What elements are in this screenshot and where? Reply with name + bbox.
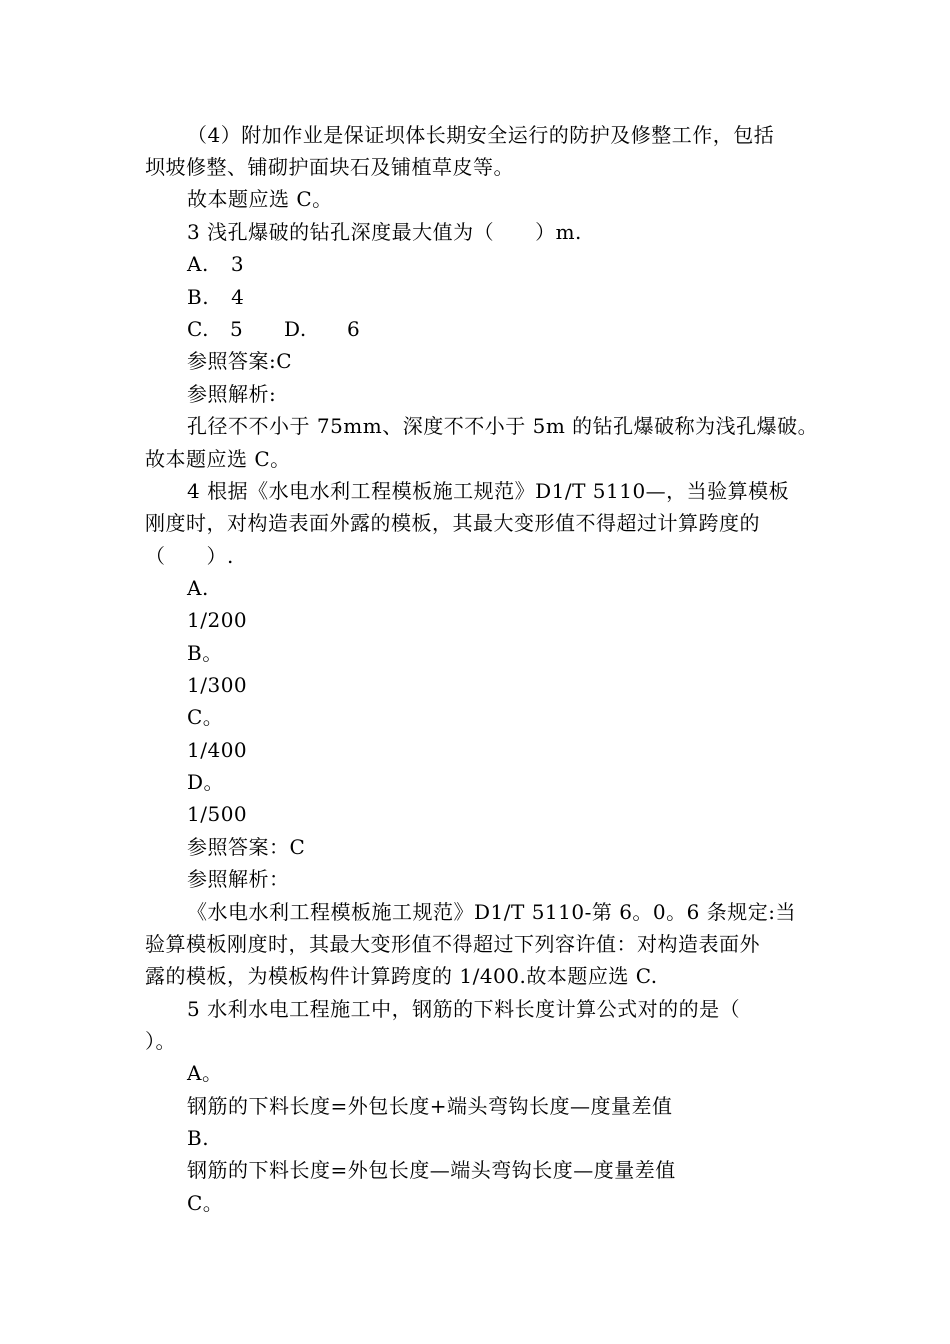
question-3: 3 浅孔爆破的钻孔深度最大值为（ ）m. [187, 220, 582, 244]
option-label: B。 [187, 641, 223, 665]
paragraph-line: 《水电水利工程模板施工规范》D1/T 5110-第 6。0。6 条规定:当 [187, 900, 796, 924]
analysis-heading: 参照解析： [187, 867, 290, 891]
question-4: 4 根据《水电水利工程模板施工规范》D1/T 5110—，当验算模板 [187, 479, 790, 503]
option-label: A. [187, 576, 209, 600]
option-value: 1/500 [187, 802, 248, 826]
answer-line: 参照答案:C [187, 349, 293, 373]
paragraph-line: （ ）. [145, 544, 234, 568]
option-label: A。 [187, 1061, 223, 1085]
option-value: 1/400 [187, 738, 248, 762]
answer-line: 参照答案：C [187, 835, 306, 859]
question-5: 5 水利水电工程施工中，钢筋的下料长度计算公式对的的是（ [187, 997, 741, 1021]
paragraph-line: 故本题应选 C。 [145, 447, 291, 471]
analysis-heading: 参照解析: [187, 382, 277, 406]
option-value: 1/300 [187, 673, 248, 697]
option-value: 3 [230, 252, 245, 276]
option-a [187, 250, 852, 278]
option-label: B. [187, 1126, 210, 1150]
option-label: C。 [187, 705, 224, 729]
paragraph-line: 露的模板，为模板构件计算跨度的 1/400.故本题应选 C. [145, 964, 658, 988]
paragraph-line: （4）附加作业是保证坝体长期安全运行的防护及修整工作，包括 [187, 123, 775, 147]
paragraph-line: 刚度时，对构造表面外露的模板，其最大变形值不得超过计算跨度的 [145, 511, 760, 535]
option-label: B. [187, 285, 210, 309]
option-label: A. [187, 252, 209, 276]
paragraph-line: 坝坡修整、铺砌护面块石及铺植草皮等。 [145, 155, 514, 179]
paragraph-line: 孔径不不小于 75mm、深度不不小于 5m 的钻孔爆破称为浅孔爆破。 [187, 414, 819, 438]
option-label: D。 [187, 770, 225, 794]
option-value: 4 [231, 285, 245, 309]
option-label: D. [284, 317, 307, 341]
option-value: 6 [347, 317, 361, 341]
paragraph-line: 验算模板刚度时，其最大变形值不得超过下列容许值：对构造表面外 [145, 932, 760, 956]
option-b [187, 283, 852, 311]
option-label: C。 [187, 1191, 224, 1215]
paragraph-line: 故本题应选 C。 [187, 187, 333, 211]
option-value: 钢筋的下料长度=外包长度+端头弯钩长度—度量差值 [187, 1094, 673, 1118]
option-value: 5 [230, 317, 244, 341]
paragraph-line: ）。 [145, 1029, 176, 1053]
option-value: 1/200 [187, 608, 248, 632]
option-value: 钢筋的下料长度=外包长度—端头弯钩长度—度量差值 [187, 1158, 676, 1182]
option-label: C. [187, 317, 209, 341]
